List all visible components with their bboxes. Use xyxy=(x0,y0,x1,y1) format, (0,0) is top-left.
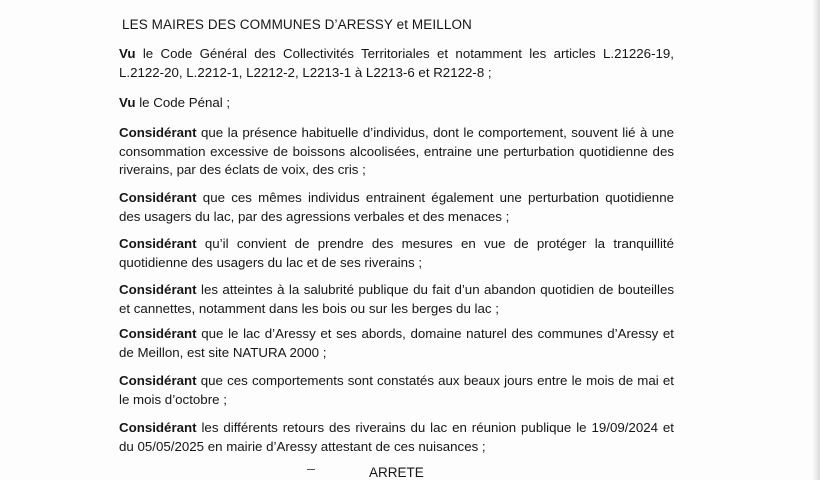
paragraph-vu-cgct xyxy=(119,45,674,82)
decision-title: ARRETE xyxy=(369,465,424,480)
document-heading: LES MAIRES DES COMMUNES D’ARESSY et MEILLON xyxy=(122,17,472,32)
paragraph-considerant-usagers xyxy=(119,189,674,226)
paragraph-considerant-tranquillite xyxy=(119,235,674,272)
paragraph-lead: Considérant xyxy=(119,190,197,205)
paragraph-lead: Vu xyxy=(119,46,136,61)
paragraph-text: que le lac d’Aressy et ses abords, domaine naturel des communes d’Aressy et de Meillon, est site NATURA 2000 ; xyxy=(119,326,674,360)
paragraph-considerant-retours xyxy=(119,419,674,456)
paragraph-considerant-salubrite xyxy=(119,281,674,318)
scan-shadow-edge xyxy=(812,0,820,480)
paragraph-lead: Considérant xyxy=(119,236,197,251)
paragraph-considerant-presence xyxy=(119,124,674,180)
paragraph-text: qu’il convient de prendre des mesures en vue de protéger la tranquillité quotidienne des usagers du lac et de ses riverains ; xyxy=(119,236,674,270)
paragraph-text: le Code Pénal ; xyxy=(135,95,231,110)
paragraph-lead: Considérant xyxy=(119,282,197,297)
paragraph-lead: Considérant xyxy=(119,420,197,435)
paragraph-text: le Code Général des Collectivités Territoriales et notamment les articles L.21226-19, L.2122-20, L.2212-1, L2212-2, L2213-1 à L2213-6 et R2122-8 ; xyxy=(119,46,674,80)
paragraph-text: que ces comportements sont constatés aux beaux jours entre le mois de mai et le mois d’octobre ; xyxy=(119,373,674,407)
paragraph-lead: Considérant xyxy=(119,125,197,140)
paragraph-vu-code-penal xyxy=(119,94,674,113)
paragraph-text: les différents retours des riverains du lac en réunion publique le 19/09/2024 et du 05/05/2025 en mairie d’Aressy attestant de ces nuisances ; xyxy=(119,420,674,454)
scan-stray-mark xyxy=(307,469,315,470)
paragraph-text: que ces mêmes individus entrainent également une perturbation quotidienne des usagers du lac, par des agressions verbales et des menaces ; xyxy=(119,190,674,224)
paragraph-lead: Vu xyxy=(119,95,136,110)
paragraph-lead: Considérant xyxy=(119,326,197,341)
paragraph-text: les atteintes à la salubrité publique du fait d’un abandon quotidien de bouteilles et cannettes, notamment dans les bois ou sur les berges du lac ; xyxy=(119,282,674,316)
paragraph-text: que la présence habituelle d’individus, dont le comportement, souvent lié à une consommation excessive de boissons alcoolisées, entraine une perturbation quotidienne des riverains, par des éclats de voix, des cris ; xyxy=(119,125,674,177)
paragraph-considerant-natura xyxy=(119,325,674,362)
paragraph-considerant-periode xyxy=(119,372,674,409)
paragraph-lead: Considérant xyxy=(119,373,197,388)
